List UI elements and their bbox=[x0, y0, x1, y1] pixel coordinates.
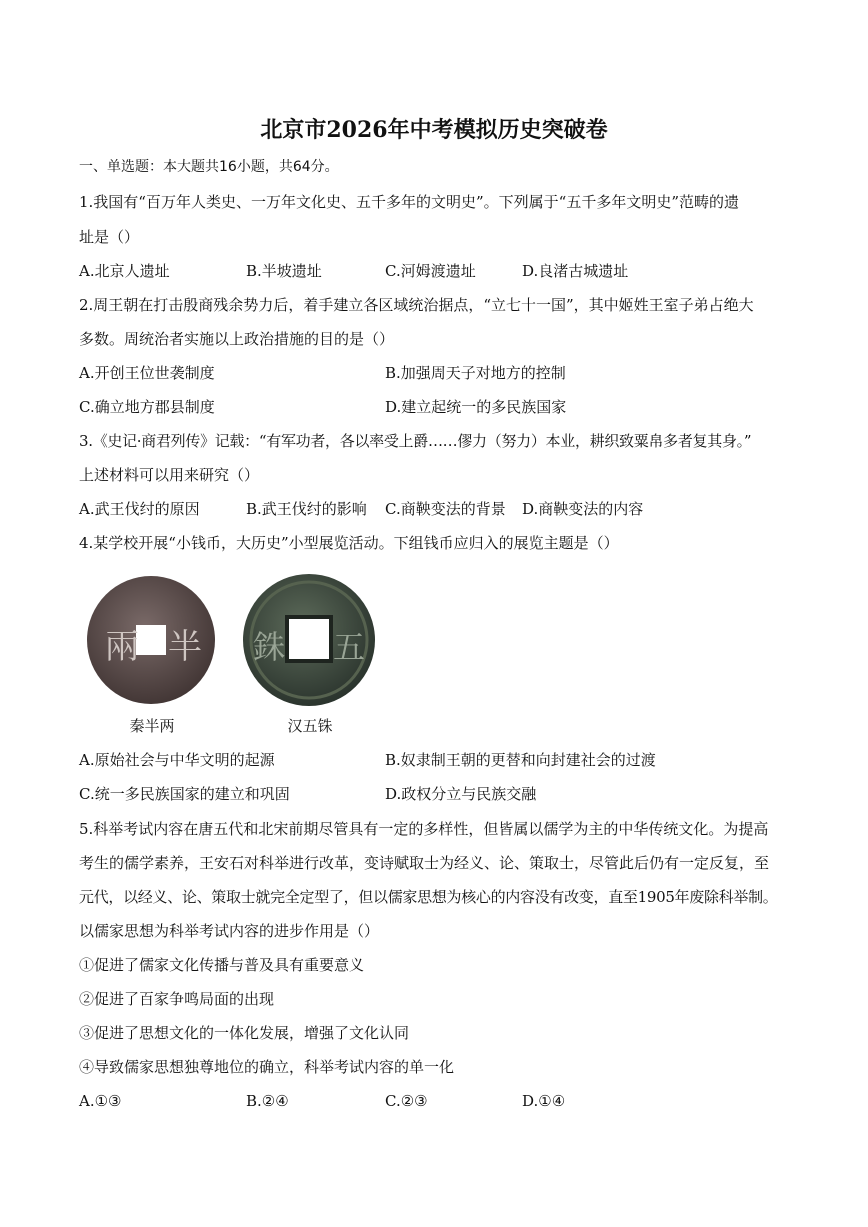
question-5-text-cont-1: 考生的儒学素养，王安石对科举进行改革，变诗赋取士为经义、论、策取士，尽管此后仍有一定反复，至 bbox=[79, 854, 770, 872]
q3-option-b: B.武王伐纣的影响 bbox=[246, 500, 367, 518]
q5-item-3: ③促进了思想文化的一体化发展，增强了文化认同 bbox=[79, 1024, 410, 1042]
q4-option-b: B.奴隶制王朝的更替和向封建社会的过渡 bbox=[385, 751, 656, 769]
q3-option-a: A.武王伐纣的原因 bbox=[79, 500, 200, 518]
question-3-text-cont: 上述材料可以用来研究（） bbox=[79, 466, 260, 484]
coin-1-left-char: 兩 bbox=[105, 627, 139, 667]
q1-option-c: C.河姆渡遗址 bbox=[385, 262, 476, 280]
question-1-text-cont: 址是（） bbox=[79, 228, 140, 246]
coin-qin-banliang-icon bbox=[78, 572, 238, 712]
question-4-text: 4.某学校开展“小钱币，大历史”小型展览活动。下组钱币应归入的展览主题是（） bbox=[79, 534, 619, 552]
coin-caption-qin: 秦半两 bbox=[129, 717, 175, 735]
coin-2-right-char: 五 bbox=[333, 628, 366, 666]
q5-option-d: D.①④ bbox=[522, 1092, 566, 1110]
q5-option-a: A.①③ bbox=[79, 1092, 122, 1110]
q4-option-d: D.政权分立与民族交融 bbox=[385, 785, 537, 803]
coin-image-qin-banliang bbox=[78, 572, 238, 737]
q3-option-c: C.商鞅变法的背景 bbox=[385, 500, 506, 518]
q2-option-a: A.开创王位世袭制度 bbox=[79, 364, 215, 382]
coin-2-left-char: 銖 bbox=[253, 628, 286, 666]
coin-han-wuzhu-icon bbox=[235, 572, 395, 712]
question-5-text-cont-3: 以儒家思想为科举考试内容的进步作用是（） bbox=[79, 922, 380, 940]
q2-option-c: C.确立地方郡县制度 bbox=[79, 398, 215, 416]
q4-option-a: A.原始社会与中华文明的起源 bbox=[79, 751, 275, 769]
question-3-text: 3.《史记·商君列传》记载：“有军功者，各以率受上爵……僇力（努力）本业，耕织致粟帛多者复其身。” bbox=[79, 432, 752, 450]
q5-item-4: ④导致儒家思想独尊地位的确立，科举考试内容的单一化 bbox=[79, 1058, 455, 1076]
coin-1-right-char: 半 bbox=[168, 627, 202, 667]
question-1-text: 1.我国有“百万年人类史、一万年文化史、五千多年的文明史”。下列属于“五千多年文明史”范畴的遗 bbox=[79, 193, 739, 211]
question-2-text: 2.周王朝在打击殷商残余势力后，着手建立各区域统治据点，“立七十一国”，其中姬姓王室子弟占绝大 bbox=[79, 296, 754, 314]
q5-option-c: C.②③ bbox=[385, 1092, 428, 1110]
q1-option-d: D.良渚古城遗址 bbox=[522, 262, 629, 280]
question-5-text: 5.科举考试内容在唐五代和北宋前期尽管具有一定的多样性，但皆属以儒学为主的中华传统文化。为提高 bbox=[79, 820, 769, 838]
q3-option-d: D.商鞅变法的内容 bbox=[522, 500, 644, 518]
question-2-text-cont: 多数。周统治者实施以上政治措施的目的是（） bbox=[79, 330, 395, 348]
q4-option-c: C.统一多民族国家的建立和巩固 bbox=[79, 785, 290, 803]
section-heading: 一、单选题：本大题共16小题，共64分。 bbox=[79, 159, 339, 175]
q5-item-2: ②促进了百家争鸣局面的出现 bbox=[79, 990, 275, 1008]
coin-image-han-wuzhu bbox=[235, 572, 395, 737]
q2-option-d: D.建立起统一的多民族国家 bbox=[385, 398, 567, 416]
q1-option-a: A.北京人遗址 bbox=[79, 262, 170, 280]
q5-item-1: ①促进了儒家文化传播与普及具有重要意义 bbox=[79, 956, 365, 974]
question-5-text-cont-2: 元代，以经义、论、策取士就完全定型了，但以儒家思想为核心的内容没有改变，直至1905年废除科举制。 bbox=[79, 888, 778, 906]
exam-title: 北京市2026年中考模拟历史突破卷 bbox=[260, 117, 608, 143]
q5-option-b: B.②④ bbox=[246, 1092, 289, 1110]
q1-option-b: B.半坡遗址 bbox=[246, 262, 322, 280]
q2-option-b: B.加强周天子对地方的控制 bbox=[385, 364, 566, 382]
coin-caption-han: 汉五铢 bbox=[287, 717, 333, 735]
